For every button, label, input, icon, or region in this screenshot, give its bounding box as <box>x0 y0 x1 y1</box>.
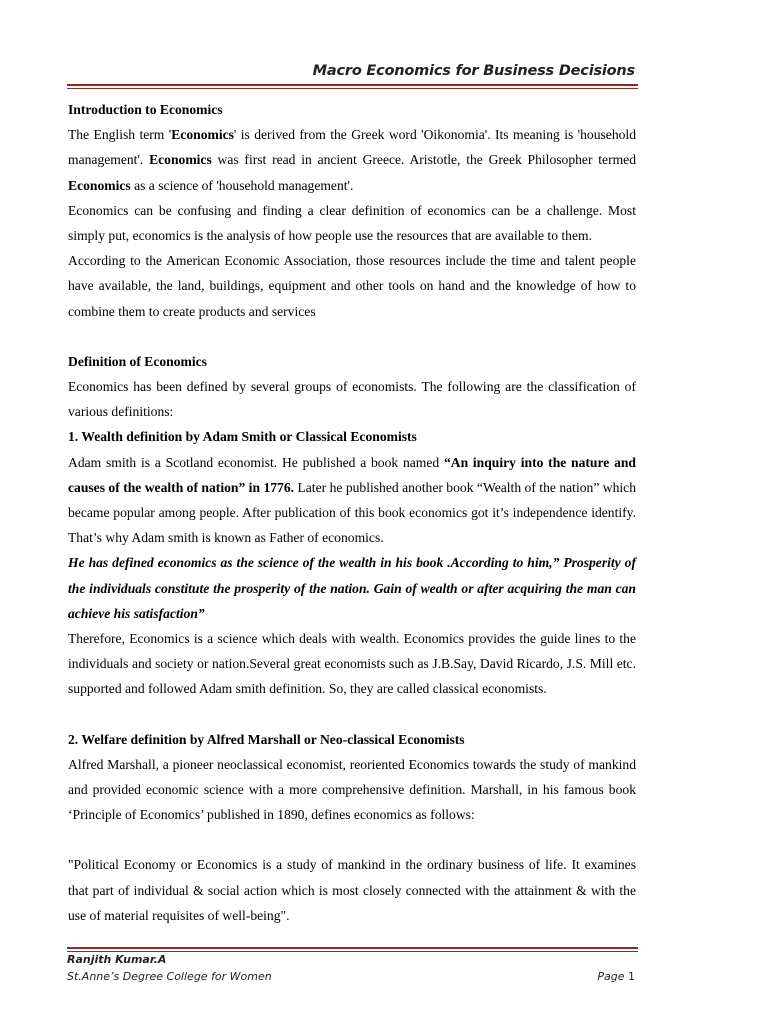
page-label: Page <box>597 970 625 983</box>
wealth-paragraph-1 <box>68 450 636 551</box>
header-rule-thin <box>67 88 638 89</box>
intro-paragraph-1 <box>68 122 636 198</box>
wealth-paragraph-2: Therefore, Economics is a science which deals with wealth. Economics provides the guide lines to the individuals and society or nation.Several great economists such as J.B.Say, David Ricardo, J.S. Mill etc. supported and followed Adam smith definition. So, they are called classical economists. <box>68 631 636 697</box>
welfare-paragraph-1: Alfred Marshall, a pioneer neoclassical economist, reoriented Economics towards the study of mankind and provided economic science with a more comprehensive definition. Marshall, in his famous book ‘Principle of Economics’ published in 1890, defines economics as follows: <box>68 756 636 823</box>
text-span: ' is derived from the Greek word 'Oikonomia'. Its meaning is 'household management'. <box>68 127 636 168</box>
text-span: was first read in ancient Greece. Aristotle, the Greek Philosopher termed <box>211 152 636 168</box>
intro-paragraph-2: Economics can be confusing and finding a clear definition of economics can be a challenge. Most simply put, economics is the analysis of how people use the resources that are available to them. <box>68 202 636 244</box>
page-number: 1 <box>628 970 635 983</box>
footer-page-number <box>597 970 635 983</box>
text-span: Adam smith is a Scotland economist. He published a book named <box>68 454 444 470</box>
section-heading-wealth: 1. Wealth definition by Adam Smith or Classical Economists <box>68 429 417 445</box>
footer-author: Ranjith Kumar.A <box>67 953 167 966</box>
footer-rule-thin <box>67 951 638 952</box>
wealth-quote: He has defined economics as the science of the wealth in his book .According to him,” Prosperity of the individuals constitute the prosperity of the nation. Gain of wealth or after acquiring the man can achieve his satisfaction” <box>68 555 636 621</box>
section-heading-introduction: Introduction to Economics <box>68 102 223 117</box>
footer-college: St.Anne’s Degree College for Women <box>67 970 272 983</box>
intro-paragraph-3: According to the American Economic Association, those resources include the time and talent people have available, the land, buildings, equipment and other tools on hand and the knowledge of how to combine them to create products and services <box>68 253 636 319</box>
bold-term: Economics <box>171 127 234 143</box>
text-span: Later he published another book “Wealth of the nation” which became popular among people. After publication of this book economics got it’s independence identify. That’s why Adam smith is known as Father of economics. <box>68 479 636 546</box>
welfare-quote: "Political Economy or Economics is a study of mankind in the ordinary business of life. It examines that part of individual & social action which is most closely connected with the attainment & with the use of material requisites of well-being". <box>68 857 636 923</box>
document-body <box>68 97 636 928</box>
section-heading-welfare: 2. Welfare definition by Alfred Marshall or Neo-classical Economists <box>68 731 465 747</box>
bold-term: Economics <box>149 152 212 168</box>
header-rule-thick <box>67 84 638 86</box>
bold-book-title: “An inquiry into the nature and causes of the wealth of nation” in 1776. <box>68 454 636 495</box>
definition-paragraph: Economics has been defined by several groups of economists. The following are the classification of various definitions: <box>68 379 636 420</box>
section-heading-definition: Definition of Economics <box>68 353 207 369</box>
bold-term: Economics <box>68 177 131 193</box>
text-span: The English term ' <box>68 127 172 143</box>
footer-rule-thick <box>67 947 638 949</box>
document-header-title: Macro Economics for Business Decisions <box>312 63 635 79</box>
text-span: as a science of 'household management'. <box>130 177 354 193</box>
